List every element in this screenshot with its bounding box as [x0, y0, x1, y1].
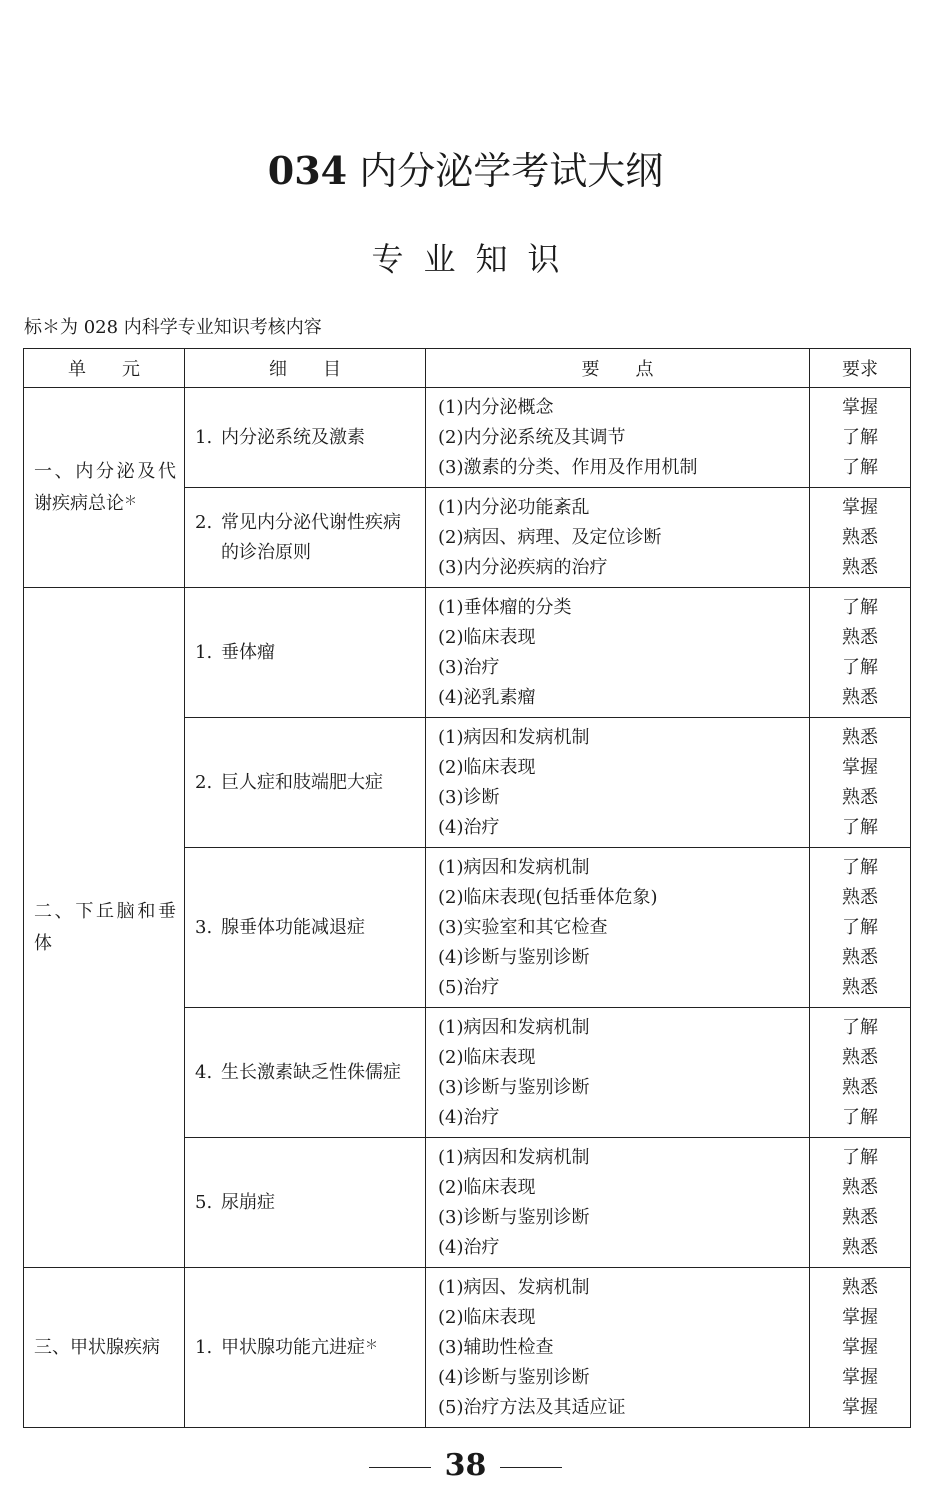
item-text-wrap — [221, 508, 415, 568]
item-text: 生长激素缺乏性侏儒症 — [221, 1061, 401, 1083]
point-line: (4)泌乳素瘤 — [438, 686, 536, 708]
unit-name: 三、甲状腺疾病 — [34, 1336, 160, 1358]
table-row — [24, 1268, 911, 1428]
req-line: 熟悉 — [842, 556, 878, 578]
point-line: (1)病因和发病机制 — [438, 856, 590, 878]
point-line: (1)病因和发病机制 — [438, 1146, 590, 1168]
point-line: (3)辅助性检查 — [438, 1336, 554, 1358]
item-cell — [185, 718, 426, 848]
item-number: 5. — [195, 1191, 213, 1213]
point-line: (1)垂体瘤的分类 — [438, 596, 572, 618]
title-text: 内分泌学考试大纲 — [359, 149, 664, 193]
item-wrap — [195, 508, 415, 568]
header-req: 要求 — [810, 349, 911, 388]
point-line: (2)临床表现 — [438, 1306, 536, 1328]
header-item: 细 目 — [185, 349, 426, 388]
item-text: 腺垂体功能减退症 — [221, 916, 365, 938]
req-line: 了解 — [842, 1016, 878, 1038]
item-wrap — [195, 638, 415, 668]
item-number: 2. — [195, 771, 213, 793]
item-cell — [185, 848, 426, 1008]
header-unit: 单 元 — [24, 349, 185, 388]
item-text-wrap — [221, 1188, 275, 1218]
item-cell — [185, 1138, 426, 1268]
item-number: 4. — [195, 1061, 213, 1083]
point-line: (2)临床表现 — [438, 1046, 536, 1068]
req-line: 熟悉 — [842, 526, 878, 548]
footer-rule-left — [369, 1467, 431, 1468]
point-line: (4)治疗 — [438, 1106, 500, 1128]
req-line: 掌握 — [842, 396, 878, 418]
req-line: 熟悉 — [842, 1176, 878, 1198]
req-line: 了解 — [842, 816, 878, 838]
item-text-wrap — [221, 638, 275, 668]
req-line: 了解 — [842, 456, 878, 478]
item-wrap — [195, 1333, 415, 1363]
item-text-wrap — [221, 768, 383, 798]
item-text-wrap — [221, 913, 365, 943]
req-line: 了解 — [842, 426, 878, 448]
page-footer — [0, 1446, 931, 1486]
table-body — [24, 388, 911, 1428]
item-number: 1. — [195, 426, 213, 448]
item-text: 垂体瘤 — [221, 641, 275, 663]
req-line: 熟悉 — [842, 1236, 878, 1258]
item-cell — [185, 488, 426, 588]
req-line: 熟悉 — [842, 886, 878, 908]
item-cell — [185, 388, 426, 488]
unit-name: 二、下丘脑和垂体 — [34, 900, 176, 954]
points-cell — [426, 1138, 810, 1268]
item-star: ＊ — [365, 1337, 379, 1353]
req-line: 了解 — [842, 1106, 878, 1128]
req-line: 熟悉 — [842, 1276, 878, 1298]
req-cell — [810, 388, 911, 488]
item-wrap — [195, 913, 415, 943]
item-text: 尿崩症 — [221, 1191, 275, 1213]
req-line: 了解 — [842, 856, 878, 878]
point-line: (3)实验室和其它检查 — [438, 916, 608, 938]
item-number: 1. — [195, 641, 213, 663]
req-line: 了解 — [842, 596, 878, 618]
table-row — [24, 588, 911, 718]
req-line: 掌握 — [842, 1336, 878, 1358]
point-line: (5)治疗方法及其适应证 — [438, 1396, 626, 1418]
star-note: 标＊为 028 内科学专业知识考核内容 — [24, 317, 322, 338]
item-wrap — [195, 768, 415, 798]
item-number: 2. — [195, 511, 213, 533]
item-text: 常见内分泌代谢性疾病的诊治原则 — [221, 511, 401, 563]
unit-name: 一、内分泌及代谢疾病总论 — [34, 460, 176, 514]
unit-cell — [24, 588, 185, 1268]
unit-cell — [24, 1268, 185, 1428]
item-text: 甲状腺功能亢进症 — [221, 1336, 365, 1358]
req-line: 掌握 — [842, 1366, 878, 1388]
item-text-wrap — [221, 1058, 401, 1088]
item-number: 3. — [195, 916, 213, 938]
req-line: 熟悉 — [842, 686, 878, 708]
item-text: 内分泌系统及激素 — [221, 426, 365, 448]
point-line: (4)治疗 — [438, 1236, 500, 1258]
req-line: 熟悉 — [842, 1046, 878, 1068]
req-line: 熟悉 — [842, 976, 878, 998]
point-line: (4)诊断与鉴别诊断 — [438, 946, 590, 968]
point-line: (3)诊断与鉴别诊断 — [438, 1206, 590, 1228]
req-line: 熟悉 — [842, 946, 878, 968]
req-cell — [810, 488, 911, 588]
req-cell — [810, 718, 911, 848]
points-cell — [426, 848, 810, 1008]
page-title — [0, 143, 931, 199]
point-line: (1)内分泌概念 — [438, 396, 554, 418]
req-line: 掌握 — [842, 1306, 878, 1328]
points-cell — [426, 718, 810, 848]
point-line: (3)诊断 — [438, 786, 500, 808]
req-line: 了解 — [842, 916, 878, 938]
req-line: 了解 — [842, 656, 878, 678]
req-line: 熟悉 — [842, 1076, 878, 1098]
item-text-wrap — [221, 1333, 378, 1363]
point-line: (5)治疗 — [438, 976, 500, 998]
point-line: (1)病因、发病机制 — [438, 1276, 590, 1298]
req-cell — [810, 1008, 911, 1138]
point-line: (2)病因、病理、及定位诊断 — [438, 526, 662, 548]
req-line: 掌握 — [842, 1396, 878, 1418]
section-subtitle: 专业知识 — [371, 240, 580, 278]
unit-star: ＊ — [124, 493, 138, 509]
item-cell — [185, 1008, 426, 1138]
req-line: 了解 — [842, 1146, 878, 1168]
item-text-wrap — [221, 423, 365, 453]
point-line: (3)内分泌疾病的治疗 — [438, 556, 608, 578]
req-cell — [810, 588, 911, 718]
point-line: (3)治疗 — [438, 656, 500, 678]
point-line: (1)病因和发病机制 — [438, 1016, 590, 1038]
item-number: 1. — [195, 1336, 213, 1358]
item-text: 巨人症和肢端肥大症 — [221, 771, 383, 793]
syllabus-table — [23, 348, 911, 1428]
footer-rule-right — [500, 1467, 562, 1468]
points-cell — [426, 488, 810, 588]
point-line: (2)临床表现 — [438, 626, 536, 648]
point-line: (2)临床表现 — [438, 756, 536, 778]
point-line: (4)治疗 — [438, 816, 500, 838]
item-wrap — [195, 1058, 415, 1088]
req-line: 熟悉 — [842, 626, 878, 648]
item-cell — [185, 1268, 426, 1428]
item-cell — [185, 588, 426, 718]
point-line: (2)内分泌系统及其调节 — [438, 426, 626, 448]
header-points: 要 点 — [426, 349, 810, 388]
item-wrap — [195, 423, 415, 453]
points-cell — [426, 588, 810, 718]
req-line: 熟悉 — [842, 786, 878, 808]
points-cell — [426, 1008, 810, 1138]
point-line: (2)临床表现 — [438, 1176, 536, 1198]
title-number: 034 — [267, 148, 348, 193]
table-row — [24, 388, 911, 488]
unit-cell — [24, 388, 185, 588]
req-line: 掌握 — [842, 756, 878, 778]
point-line: (2)临床表现(包括垂体危象) — [438, 886, 658, 908]
points-cell — [426, 1268, 810, 1428]
req-line: 熟悉 — [842, 1206, 878, 1228]
page-number: 38 — [444, 1448, 487, 1483]
req-cell — [810, 848, 911, 1008]
item-wrap — [195, 1188, 415, 1218]
points-cell — [426, 388, 810, 488]
req-cell — [810, 1268, 911, 1428]
point-line: (3)激素的分类、作用及作用机制 — [438, 456, 698, 478]
point-line: (4)诊断与鉴别诊断 — [438, 1366, 590, 1388]
point-line: (3)诊断与鉴别诊断 — [438, 1076, 590, 1098]
req-line: 掌握 — [842, 496, 878, 518]
point-line: (1)病因和发病机制 — [438, 726, 590, 748]
req-line: 熟悉 — [842, 726, 878, 748]
point-line: (1)内分泌功能紊乱 — [438, 496, 590, 518]
table-header-row — [24, 349, 911, 388]
req-cell — [810, 1138, 911, 1268]
